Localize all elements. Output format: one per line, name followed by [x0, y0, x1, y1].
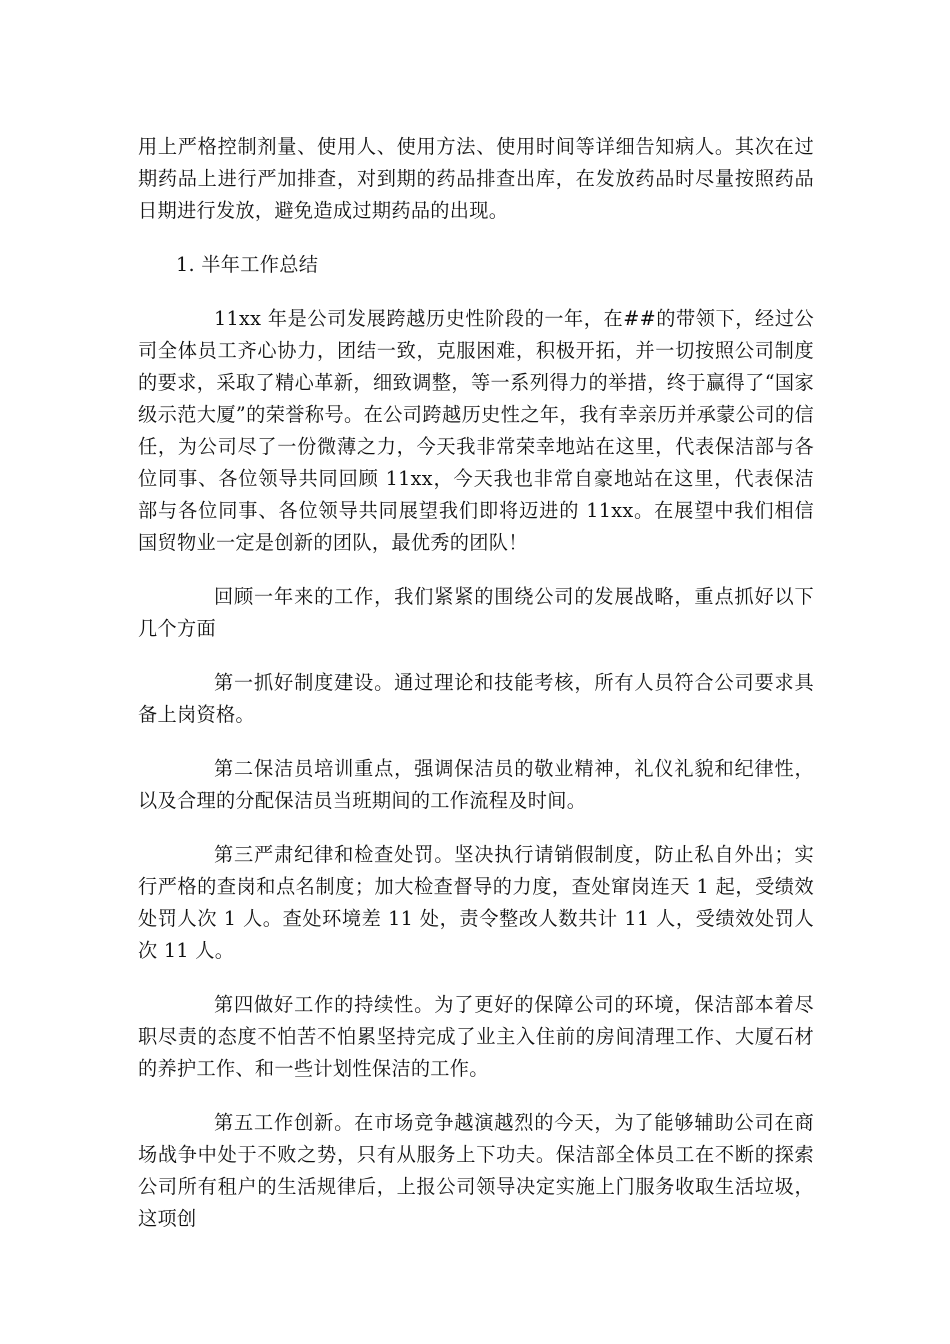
document-page	[138, 131, 814, 1235]
paragraph-continuation: 用上严格控制剂量、使用人、使用方法、使用时间等详细告知病人。其次在过期药品上进行严加排查，对到期的药品排查出库，在发放药品时尽量按照药品日期进行发放，避免造成过期药品的出现。	[138, 135, 814, 222]
section-heading: 1. 半年工作总结	[176, 253, 319, 276]
paragraph-summary: 11xx 年是公司发展跨越历史性阶段的一年，在##的带领下，经过公司全体员工齐心协力，团结一致，克服困难，积极开拓，并一切按照公司制度的要求，采取了精心革新，细致调整，等一系列得力的举措，终于赢得了“国家级示范大厦”的荣誉称号。在公司跨越历史性之年，我有幸亲历并承蒙公司的信任，为公司尽了一份微薄之力，今天我非常荣幸地站在这里，代表保洁部与各位同事、各位领导共同回顾 11xx，今天我也非常自豪地站在这里，代表保洁部与各位同事、各位领导共同展望我们即将迈进的 11xx。在展望中我们相信国贸物业一定是创新的团队，最优秀的团队！	[138, 307, 814, 554]
paragraph-point-1: 第一抓好制度建设。通过理论和技能考核，所有人员符合公司要求具备上岗资格。	[138, 671, 814, 726]
paragraph-point-3: 第三严肃纪律和检查处罚。坚决执行请销假制度，防止私自外出；实行严格的查岗和点名制度；加大检查督导的力度，查处窜岗连天 1 起，受绩效处罚人次 1 人。查处环境差 11 处，责令整改人数共计 11 人，受绩效处罚人次 11 人。	[138, 843, 814, 962]
paragraph-point-2: 第二保洁员培训重点，强调保洁员的敬业精神，礼仪礼貌和纪律性，以及合理的分配保洁员当班期间的工作流程及时间。	[138, 757, 814, 812]
paragraph-point-4: 第四做好工作的持续性。为了更好的保障公司的环境，保洁部本着尽职尽责的态度不怕苦不怕累坚持完成了业主入住前的房间清理工作、大厦石材的养护工作、和一些计划性保洁的工作。	[138, 993, 814, 1080]
paragraph-point-5: 第五工作创新。在市场竞争越演越烈的今天，为了能够辅助公司在商场战争中处于不败之势，只有从服务上下功夫。保洁部全体员工在不断的探索公司所有租户的生活规律后，上报公司领导决定实施上门服务收取生活垃圾，这项创	[138, 1111, 814, 1230]
paragraph-review: 回顾一年来的工作，我们紧紧的围绕公司的发展战略，重点抓好以下几个方面	[138, 585, 814, 640]
